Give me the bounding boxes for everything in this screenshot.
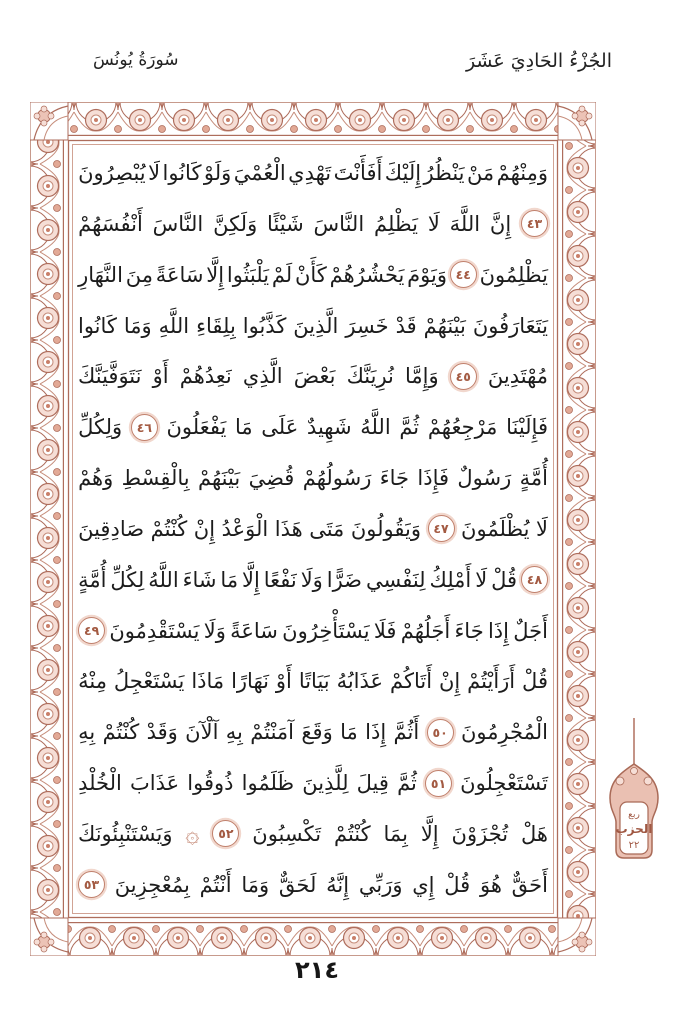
verse-word: كُنْتُمْ (102, 720, 140, 745)
verse-word: إِنَّ (489, 211, 512, 236)
verse-word: وَلَا (300, 567, 323, 592)
verse-word: مِنْهُ (78, 669, 107, 694)
verse-word: أَتَاكُمْ (389, 669, 433, 694)
quran-line (78, 200, 548, 248)
verse-word: فَإِلَيْنَا (506, 415, 548, 440)
verse-word: نَتَوَفَّيَنَّكَ (78, 364, 142, 389)
verse-word: مَا (234, 415, 253, 440)
verse-end-marker: ٥١ (425, 770, 452, 797)
verse-word: الَّذِي (242, 364, 283, 389)
verse-word: النَّاسَ (152, 211, 204, 236)
verse-word: يَسْتَقْدِمُونَ (109, 618, 200, 643)
verse-word: رَسُولٌ (457, 466, 512, 491)
verse-end-marker: ٤٣ (521, 210, 548, 237)
verse-word: خَسِرَ (345, 313, 389, 338)
verse-word: مَاذَا (191, 669, 225, 694)
verse-word: قُضِيَ (248, 466, 295, 491)
verse-word: أَنْتُمْ (199, 872, 232, 897)
verse-word: الْخُلْدِ (78, 771, 122, 796)
verse-word: قُلْ (491, 567, 518, 592)
verse-word: نُرِيَنَّكَ (346, 364, 394, 389)
verse-word: كُنْتُمْ (150, 516, 188, 541)
verse-word: إِنَّهُ (326, 872, 350, 897)
verse-word: نَفْعًا (263, 567, 297, 592)
verse-word: نَهَارًا (231, 669, 269, 694)
verse-word: تَهْدِي (288, 161, 332, 185)
verse-word: كُنْتُمْ (333, 821, 371, 846)
verse-word: أَجَلٌ (513, 618, 548, 643)
verse-word: وَمِنْهُمْ (496, 161, 548, 185)
verse-end-marker: ٥٢ (212, 820, 239, 847)
verse-word: فَلَا (373, 618, 397, 643)
verse-word: تُجْزَوْنَ (451, 821, 509, 846)
hizb-marker-number: ٢٢ (628, 840, 640, 851)
verse-word: بَيْنَهُمْ (197, 466, 241, 491)
verse-end-marker: ٤٥ (450, 363, 477, 390)
verse-word: نَعِدُهُمْ (179, 364, 232, 389)
verse-word: إِذَا (365, 720, 387, 745)
verse-word: أَرَأَيْتُمْ (467, 669, 516, 694)
verse-word: رَسُولُهُمْ (302, 466, 372, 491)
verse-word: إِلَيْكَ (384, 161, 422, 185)
verse-word: آلْآنَ (185, 720, 219, 745)
verse-word: يَلْبَثُوا (226, 262, 270, 287)
verse-word: مَتَى (309, 516, 345, 541)
verse-word: ثُمَّ (397, 771, 417, 796)
verse-word: وَلَكِنَّ (213, 211, 258, 236)
verse-word: كَأَنْ (294, 262, 327, 287)
verse-word: يَسْتَعْجِلُ (113, 669, 185, 694)
verse-word: مَا (220, 567, 239, 592)
verse-word: يَتَعَارَفُونَ (472, 313, 548, 338)
verse-word: النَّاسَ (313, 211, 365, 236)
hizb-marker-word-rub: ربع (628, 810, 640, 820)
quran-line (78, 149, 548, 197)
verse-word: أَثُمَّ (393, 720, 420, 745)
verse-word: كَانُوا (78, 313, 117, 338)
verse-word: عَلَى (261, 415, 299, 440)
verse-end-marker: ٤٤ (450, 261, 477, 288)
verse-word: سَاعَةً (230, 618, 278, 643)
verse-word: مُهْتَدِينَ (487, 364, 548, 389)
verse-word: عَذَابَ (129, 771, 180, 796)
verse-word: الَّذِينَ (293, 313, 339, 338)
quran-line (78, 708, 548, 756)
verse-word: إِلَّا (420, 821, 439, 846)
verse-end-marker: ٤٦ (131, 414, 158, 441)
verse-word: بِمَا (383, 821, 408, 846)
verse-word: أَمْلِكُ (429, 567, 472, 592)
surah-label: سُورَةُ يُونُسَ (93, 50, 179, 70)
verse-word: وَيَوْمَ (407, 262, 447, 287)
verse-word: اللَّهُ (360, 415, 391, 440)
verse-word: أُمَّةٍ (78, 567, 107, 592)
verse-word: إِلَّا (242, 567, 260, 592)
quran-line (78, 403, 548, 451)
verse-word: لَا (148, 161, 161, 185)
verse-end-marker: ٥٣ (78, 871, 105, 898)
verse-word: لَحَقٌّ (278, 872, 317, 897)
verse-word: يُبْصِرُونَ (78, 161, 146, 185)
verse-word: ذُوقُوا (187, 771, 234, 796)
verse-word: وَقَدْ (146, 720, 178, 745)
rub-el-hizb-symbol: ۞ (185, 819, 200, 848)
quran-line (78, 352, 548, 400)
verse-word: يَحْشُرُهُمْ (329, 262, 405, 287)
verse-word: اللَّهِ (158, 313, 190, 338)
juz-label: الجُزْءُ الحَادِيَ عَشَرَ (465, 50, 612, 72)
verse-word: تَسْتَعْجِلُونَ (460, 771, 548, 796)
verse-word: هَذَا (274, 516, 303, 541)
verse-word: قَدْ (395, 313, 417, 338)
verse-end-marker: ٤٨ (521, 566, 548, 593)
verse-word: وَيَقُولُونَ (350, 516, 421, 541)
quran-line (78, 556, 548, 604)
quran-line (78, 505, 548, 553)
verse-word: لَا (475, 567, 488, 592)
verse-word: أَفَأَنْتَ (333, 161, 383, 185)
verse-word: قُلْ (444, 872, 471, 897)
quran-line (78, 759, 548, 807)
quran-line (78, 861, 548, 909)
verse-word: لِكُلِّ (110, 567, 145, 592)
verse-word: شَيْئًا (267, 211, 304, 236)
quran-line (78, 302, 548, 350)
page-number: ٢١٤ (295, 956, 339, 984)
quran-line (78, 454, 548, 502)
verse-word: ثُمَّ (399, 415, 420, 440)
verse-word: قِيلَ (356, 771, 389, 796)
page-frame (30, 102, 596, 956)
verse-word: وَمَا (123, 313, 152, 338)
verse-word: بِمُعْجِزِينَ (114, 872, 190, 897)
verse-word: أُمَّةٍ (519, 466, 548, 491)
quran-line (78, 251, 548, 299)
verse-word: أَحَقٌّ (511, 872, 548, 897)
verse-word: بِهِ (225, 720, 243, 745)
verse-end-marker: ٤٩ (78, 617, 105, 644)
verse-word: أَوْ (275, 669, 292, 694)
verse-word: هُوَ (479, 872, 502, 897)
verse-word: جَاءَ (379, 466, 410, 491)
verse-word: آمَنْتُمْ (250, 720, 294, 745)
quran-line (78, 657, 548, 705)
verse-word: الْمُجْرِمُونَ (460, 720, 548, 745)
quran-line (78, 810, 548, 858)
verse-word: مِنَ (125, 262, 153, 287)
verse-word: إِذَا (487, 618, 509, 643)
verse-word: فَإِذَا (417, 466, 450, 491)
verse-word: إِلَّا (206, 262, 225, 287)
verse-word: يَظْلِمُ (373, 211, 418, 236)
verse-word: صَادِقِينَ (78, 516, 145, 541)
verse-word: ظَلَمُوا (241, 771, 295, 796)
verse-word: عَذَابُهُ (336, 669, 384, 694)
verse-end-marker: ٥٠ (427, 719, 454, 746)
quran-line (78, 607, 548, 655)
verse-word: بِهِ (78, 720, 96, 745)
verse-word: إِي (412, 872, 435, 897)
verse-word: مَنْ (466, 161, 495, 185)
verse-word: وَلَا (203, 618, 226, 643)
verse-word: أَنْفُسَهُمْ (78, 211, 143, 236)
verse-word: لَمْ (271, 262, 293, 287)
verse-word: وَرَبِّي (358, 872, 403, 897)
verse-word: وَقَعَ (301, 720, 333, 745)
verse-word: لَا (427, 211, 440, 236)
verse-word: إِنْ (438, 669, 461, 694)
verse-word: تَكْسِبُونَ (252, 821, 322, 846)
verse-end-marker: ٤٧ (428, 515, 455, 542)
verse-word: وَلَوْ (203, 161, 232, 185)
verse-word: بَيْنَهُمْ (423, 313, 466, 338)
verse-word: بِلِقَاءِ (196, 313, 236, 338)
verse-word: يَنْظُرُ (423, 161, 465, 185)
verse-word: وَلِكُلِّ (78, 415, 123, 440)
verse-word: كَانُوا (162, 161, 202, 185)
verse-word: اللَّهُ (148, 567, 179, 592)
verse-word: لَا (536, 516, 548, 541)
verse-word: سَاعَةً (155, 262, 204, 287)
verse-word: الْوَعْدُ (221, 516, 269, 541)
verse-word: كَذَّبُوا (242, 313, 287, 338)
verse-word: بِالْقِسْطِ (121, 466, 190, 491)
verse-word: مَرْجِعُهُمْ (427, 415, 498, 440)
verse-word: النَّهَارِ (78, 262, 123, 287)
verse-word: ضَرًّا (326, 567, 363, 592)
verse-word: وَإِمَّا (405, 364, 439, 389)
verse-word: أَوْ (152, 364, 169, 389)
verse-word: شَاءَ (182, 567, 217, 592)
verse-word: وَهُمْ (78, 466, 114, 491)
verse-word: اللَّهَ (449, 211, 481, 236)
text-area (78, 149, 548, 909)
verse-word: يُظْلَمُونَ (461, 516, 530, 541)
verse-word: يَظْلِمُونَ (479, 262, 548, 287)
verse-word: بَيَاتًا (298, 669, 330, 694)
verse-word: إِنْ (193, 516, 216, 541)
verse-word: هَلْ (521, 821, 548, 846)
verse-word: يَفْعَلُونَ (166, 415, 227, 440)
verse-word: وَمَا (241, 872, 270, 897)
verse-word: الْعُمْيَ (233, 161, 286, 185)
verse-word: وَيَسْتَنْبِئُونَكَ (78, 821, 173, 846)
verse-word: شَهِيدٌ (306, 415, 352, 440)
verse-word: مَا (340, 720, 358, 745)
verse-word: جَاءَ (454, 618, 484, 643)
verse-word: قُلْ (522, 669, 548, 694)
verse-word: لِلَّذِينَ (302, 771, 349, 796)
verse-word: بَعْضَ (293, 364, 336, 389)
hizb-marker-word-hizb: الحزب (615, 822, 653, 836)
verse-word: أَجَلُهُمْ (400, 618, 451, 643)
hizb-quarter-marker (597, 718, 671, 868)
verse-word: يَسْتَأْخِرُونَ (282, 618, 370, 643)
verse-word: لِنَفْسِي (365, 567, 426, 592)
